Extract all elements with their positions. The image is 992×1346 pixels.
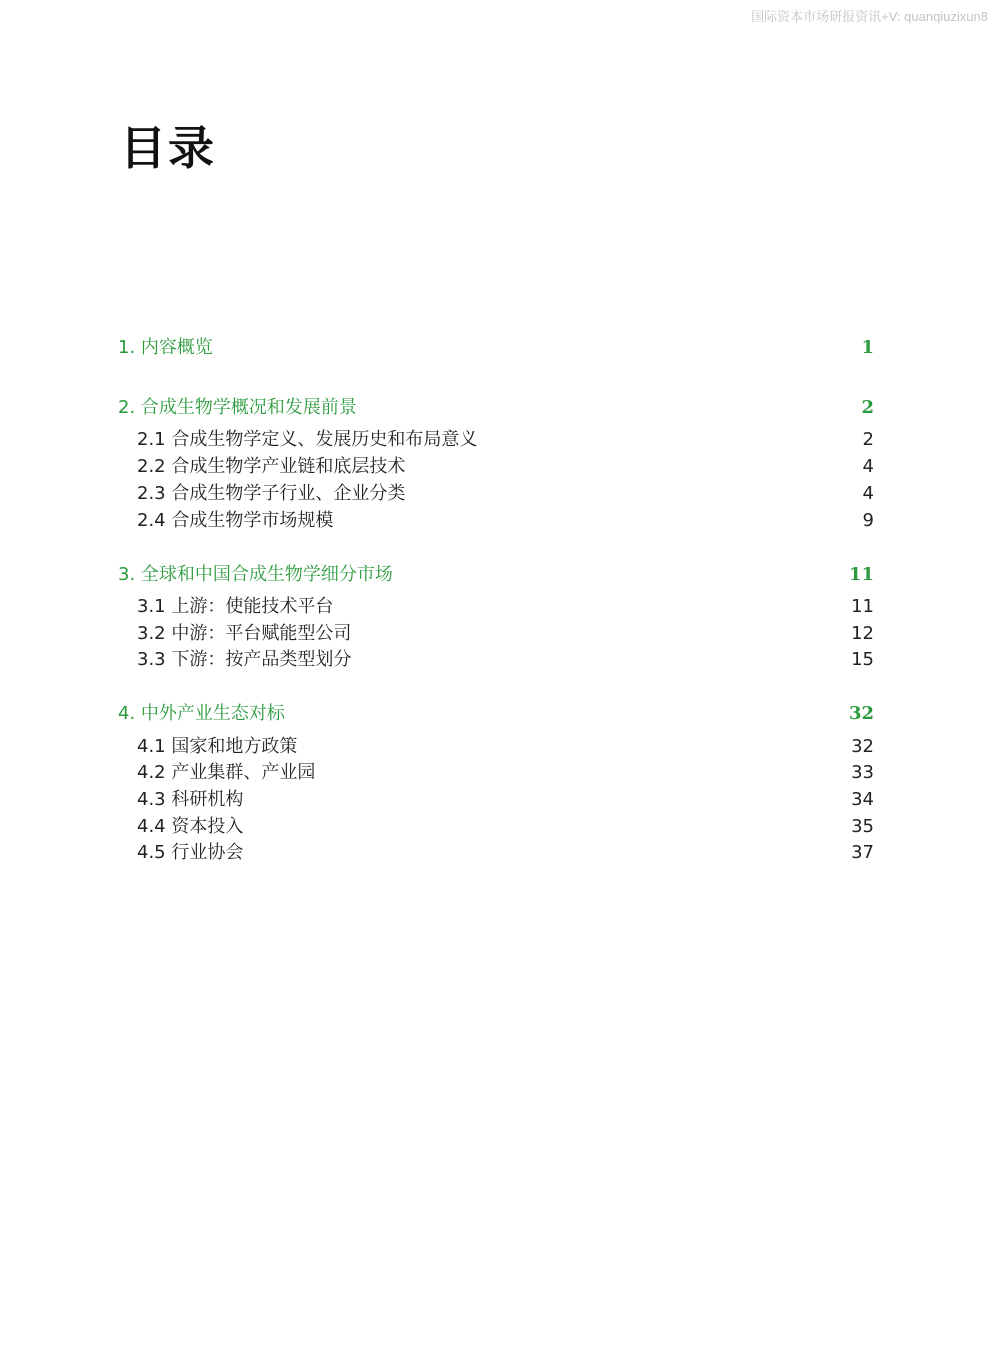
toc-entry-label: 3.3 下游：按产品类型划分 (137, 649, 352, 670)
page-title: 目录 (120, 121, 216, 175)
toc-entry-1[interactable] (118, 335, 874, 361)
toc-entry-label: 2.2 合成生物学产业链和底层技术 (137, 456, 406, 477)
toc-entry-4[interactable] (118, 701, 874, 727)
toc-entry-label: 1. 内容概览 (118, 337, 213, 358)
toc-entry-label: 2.3 合成生物学子行业、企业分类 (137, 483, 406, 504)
toc-entry-label: 4. 中外产业生态对标 (118, 703, 285, 724)
toc-entry-page: 4 (862, 456, 874, 477)
toc-entry-4-3[interactable] (118, 787, 874, 813)
toc-entry-3[interactable] (118, 562, 874, 588)
toc-entry-2-1[interactable] (118, 427, 874, 453)
toc-entry-label: 4.1 国家和地方政策 (137, 736, 298, 757)
toc-entry-page: 11 (848, 564, 874, 585)
toc-entry-label: 4.4 资本投入 (137, 816, 244, 837)
watermark-text: 国际资本市场研报资讯+V: quanqiuzixun8 (751, 9, 988, 24)
toc-entry-3-3[interactable] (118, 647, 874, 673)
toc-entry-2-2[interactable] (118, 454, 874, 480)
toc-entry-page: 33 (851, 762, 874, 783)
toc-entry-page: 32 (851, 736, 874, 757)
toc-entry-4-2[interactable] (118, 760, 874, 786)
toc-entry-label: 3. 全球和中国合成生物学细分市场 (118, 564, 393, 585)
toc-entry-page: 4 (862, 483, 874, 504)
toc-entry-page: 2 (862, 429, 874, 450)
toc-entry-3-1[interactable] (118, 594, 874, 620)
toc-entry-page: 35 (851, 816, 874, 837)
toc-entry-page: 12 (851, 623, 874, 644)
toc-entry-label: 4.2 产业集群、产业园 (137, 762, 316, 783)
toc-entry-2-4[interactable] (118, 508, 874, 534)
toc-entry-label: 3.2 中游：平台赋能型公司 (137, 623, 352, 644)
toc-entry-2-3[interactable] (118, 481, 874, 507)
toc-entry-label: 4.5 行业协会 (137, 842, 244, 863)
toc-entry-4-4[interactable] (118, 814, 874, 840)
toc-entry-label: 2.4 合成生物学市场规模 (137, 510, 334, 531)
toc-entry-page: 32 (848, 703, 874, 724)
toc-entry-page: 15 (851, 649, 874, 670)
table-of-contents (118, 0, 874, 1346)
toc-entry-4-1[interactable] (118, 734, 874, 760)
toc-entry-page: 2 (861, 397, 874, 418)
toc-entry-label: 2.1 合成生物学定义、发展历史和布局意义 (137, 429, 478, 450)
toc-entry-label: 4.3 科研机构 (137, 789, 244, 810)
toc-entry-label: 3.1 上游：使能技术平台 (137, 596, 334, 617)
toc-entry-3-2[interactable] (118, 621, 874, 647)
toc-entry-page: 11 (851, 596, 874, 617)
toc-entry-page: 9 (862, 510, 874, 531)
toc-entry-2[interactable] (118, 395, 874, 421)
toc-entry-page: 34 (851, 789, 874, 810)
toc-entry-4-5[interactable] (118, 840, 874, 866)
toc-entry-page: 1 (861, 337, 874, 358)
toc-entry-label: 2. 合成生物学概况和发展前景 (118, 397, 357, 418)
toc-entry-page: 37 (851, 842, 874, 863)
